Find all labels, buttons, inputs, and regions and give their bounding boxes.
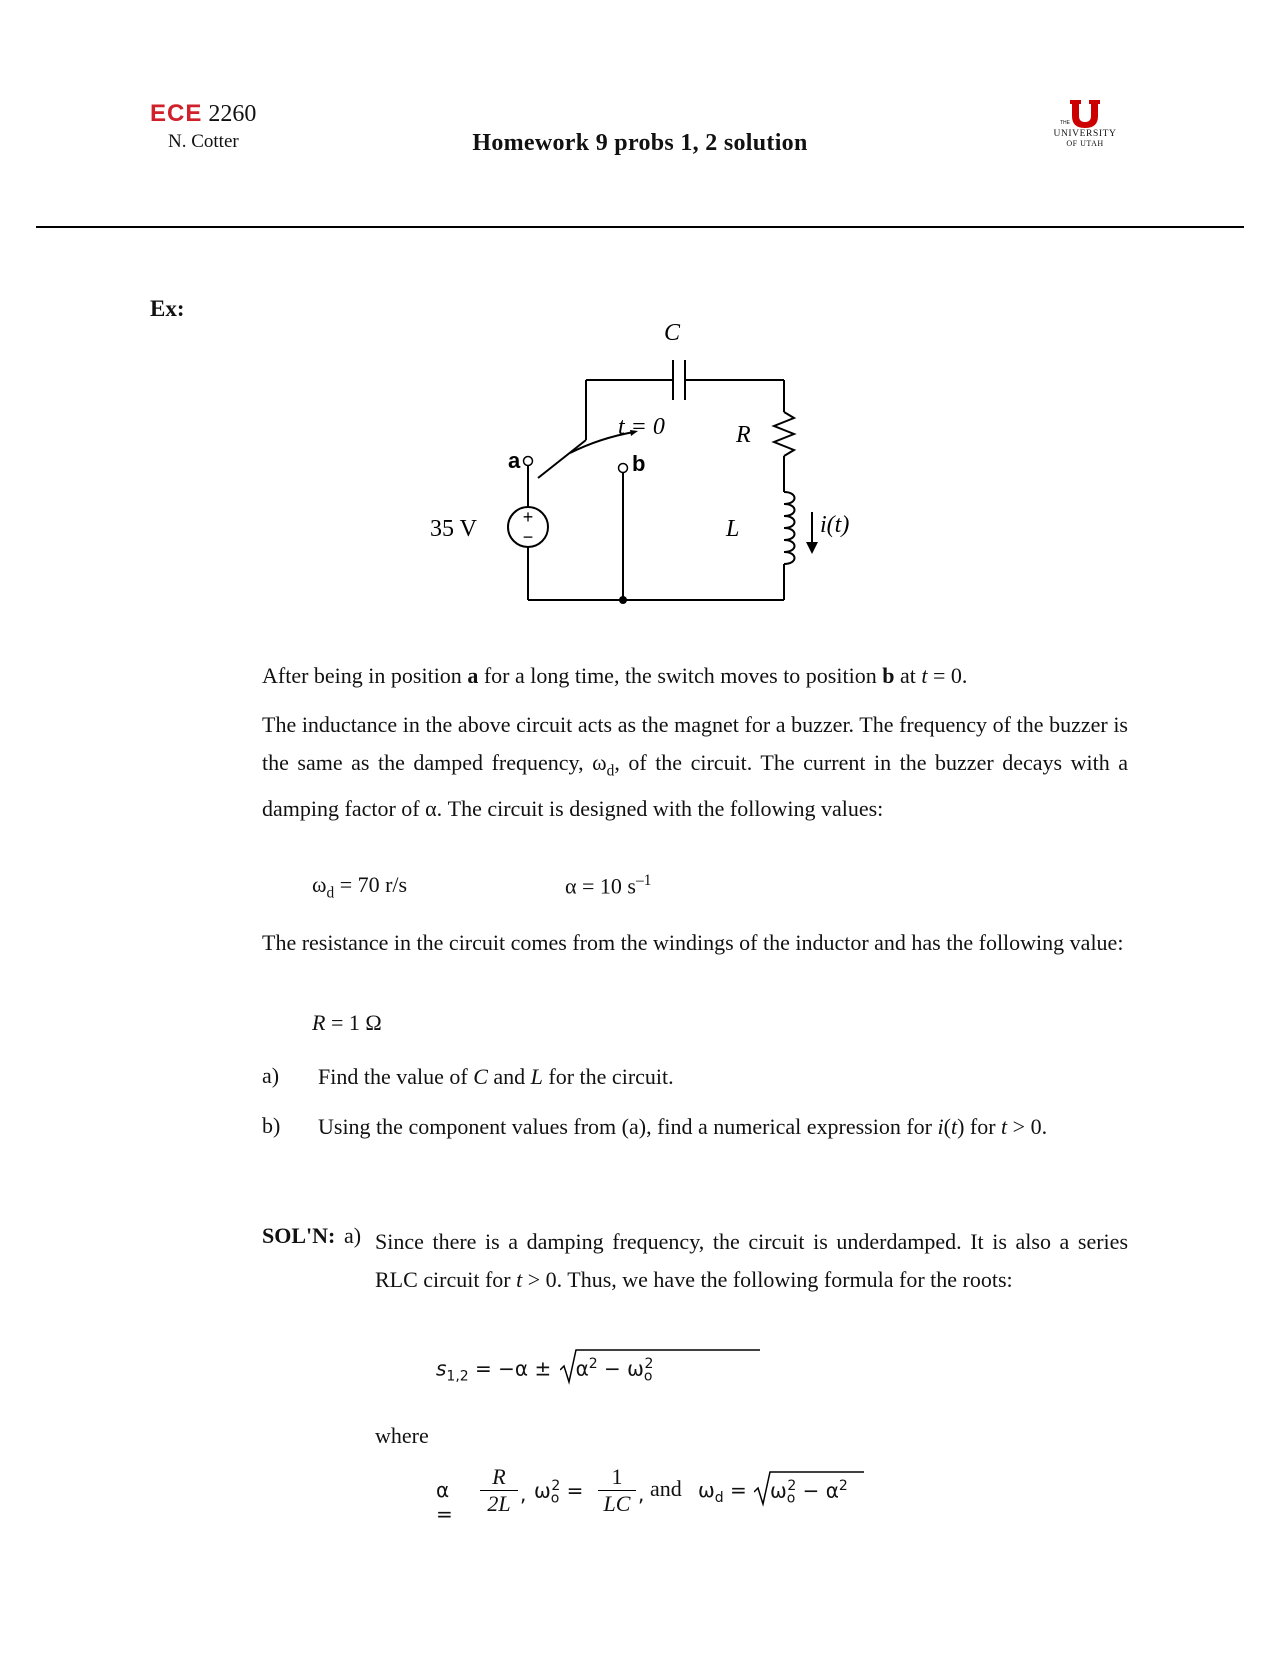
part-b-label: b) — [262, 1113, 281, 1138]
part-b-text: Using the component values from (a), find a numerical expression for i(t) for t > 0. — [318, 1114, 1048, 1139]
omega-d-radical: $\omega_o^2 - \alpha^2$ — [754, 1478, 848, 1507]
header-divider — [36, 226, 1244, 228]
circuit-diagram — [420, 320, 880, 640]
problem-paragraph-2: The inductance in the above circuit acts as the magnet for a buzzer. The frequency of the buzzer is the same as the damped frequency, $\omega_d$, of the circuit. The current in the buzzer decays with a damping factor of α. The circuit is designed with the following values: — [262, 712, 1128, 822]
logo-the: THE — [1060, 120, 1070, 126]
example-label: Ex: — [150, 296, 185, 321]
course-id — [150, 100, 256, 128]
source-plus: + — [522, 507, 534, 527]
terminal-b — [619, 464, 628, 473]
utah-u-icon — [1068, 100, 1102, 128]
page-title: Homework 9 probs 1, 2 solution — [472, 130, 808, 156]
given-omega-d: $\omega_d = 70$ r/s — [312, 872, 408, 902]
capacitor-label: C — [664, 320, 681, 346]
switch-time-label: t = 0 — [618, 414, 665, 440]
source-label: 35 V — [430, 516, 477, 542]
solution-text: Since there is a damping frequency, the circuit is underdamped. It is also a series RLC circuit for t > 0. Thus, we have the following formula for the roots: — [375, 1229, 1128, 1292]
resistor-label: R — [736, 422, 751, 448]
omega0-fraction: 1 LC — [598, 1464, 636, 1517]
course-code: ECE — [150, 100, 203, 127]
radical-sign-icon — [560, 1346, 760, 1386]
source-minus: − — [522, 527, 534, 547]
node-b-label: b — [632, 451, 646, 476]
terminal-a — [524, 457, 533, 466]
part-a-text: Find the value of C and L for the circuit. — [318, 1064, 674, 1089]
where-label: where — [375, 1423, 429, 1448]
roots-formula: $s_{1,2} = -\alpha$ ± $\alpha^2 - \omega_o^2$ — [436, 1356, 653, 1385]
junction-dot — [619, 596, 627, 604]
inductor-label: L — [726, 516, 740, 542]
radical-sign-2-icon — [754, 1468, 864, 1508]
given-alpha: α = 10 $s^{-1}$ — [565, 872, 652, 899]
problem-paragraph-1: After being in position a for a long time, the switch moves to position b at t = 0. — [262, 663, 968, 688]
logo-of-utah: OF UTAH — [1066, 139, 1104, 148]
course-number: 2260 — [208, 101, 257, 127]
university-logo — [1040, 100, 1130, 148]
part-a-label: a) — [262, 1063, 280, 1088]
current-label: i(t) — [820, 512, 850, 538]
inductor — [784, 492, 795, 564]
given-resistance: R = 1 Ω — [312, 1010, 382, 1035]
node-a-label: a — [508, 448, 521, 473]
problem-paragraph-3: The resistance in the circuit comes from the windings of the inductor and has the following value: — [262, 930, 1124, 955]
solution-label: SOL'N: — [262, 1223, 336, 1248]
alpha-fraction: R 2L — [480, 1464, 518, 1517]
resistor — [774, 412, 794, 456]
roots-radical: $\alpha^2 - \omega_o^2$ — [560, 1356, 654, 1385]
solution-part-label: a) — [344, 1223, 362, 1248]
current-arrowhead — [806, 542, 818, 554]
switch-blade — [538, 440, 586, 478]
logo-university: UNIVERSITY — [1053, 129, 1117, 139]
author: N. Cotter — [168, 131, 239, 152]
